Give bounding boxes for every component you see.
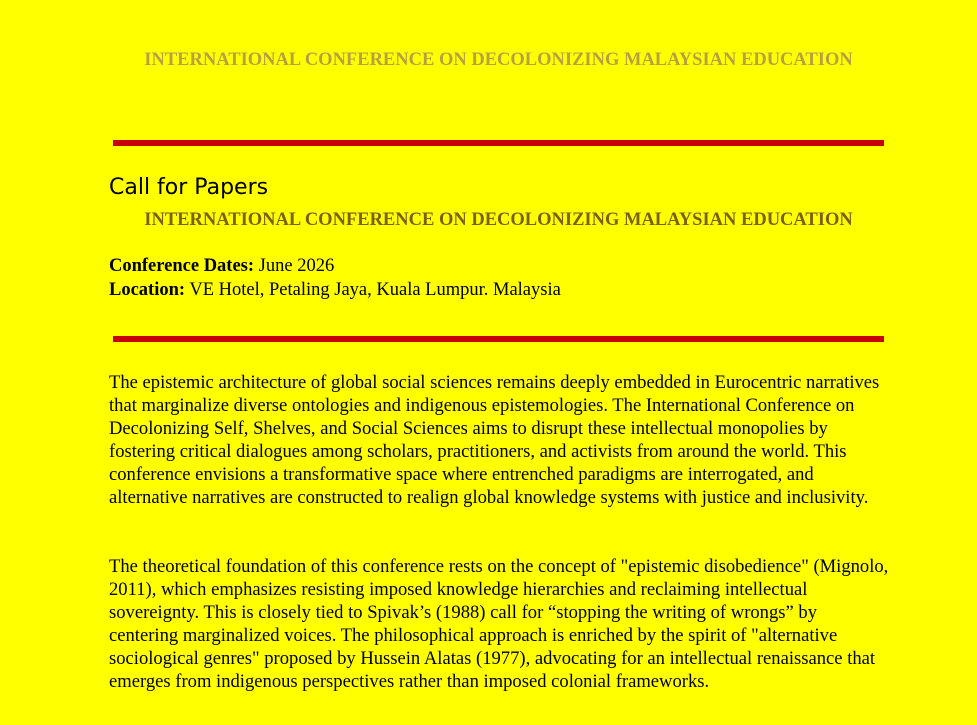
dates-value: June 2026	[258, 256, 335, 276]
location-value: VE Hotel, Petaling Jaya, Kuala Lumpur. Malaysia	[189, 280, 561, 300]
conference-title: INTERNATIONAL CONFERENCE ON DECOLONIZING MALAYSIAN EDUCATION	[144, 210, 853, 230]
header-title: INTERNATIONAL CONFERENCE ON DECOLONIZING MALAYSIAN EDUCATION	[144, 50, 853, 70]
location-label: Location:	[109, 280, 186, 300]
conference-location	[109, 280, 561, 301]
conference-dates	[109, 256, 334, 277]
call-for-papers-heading: Call for Papers	[109, 175, 269, 200]
top-divider	[113, 140, 884, 146]
dates-label: Conference Dates:	[109, 256, 255, 276]
body-paragraph-1: The epistemic architecture of global social sciences remains deeply embedded in Eurocentric narratives that marginalize diverse ontologies and indigenous epistemologies. The International Conference on Decolonizing Self, Shelves, and Social Sciences aims to disrupt these intellectual monopolies by fostering critical dialogues among scholars, practitioners, and activists from around the world. This conference envisions a transformative space where entrenched paradigms are interrogated, and alternative narratives are constructed to realign global knowledge systems with justice and inclusivity.	[109, 372, 880, 508]
bottom-divider	[113, 336, 884, 342]
body-paragraph-2: The theoretical foundation of this conference rests on the concept of "epistemic disobedience" (Mignolo, 2011), which emphasizes resisting imposed knowledge hierarchies and reclaiming intellectual sovereignty. This is closely tied to Spivak’s (1988) call for “stopping the writing of wrongs” by centering marginalized voices. The philosophical approach is enriched by the spirit of "alternative sociological genres" proposed by Hussein Alatas (1977), advocating for an intellectual renaissance that emerges from indigenous perspectives rather than imposed colonial frameworks.	[109, 556, 889, 692]
